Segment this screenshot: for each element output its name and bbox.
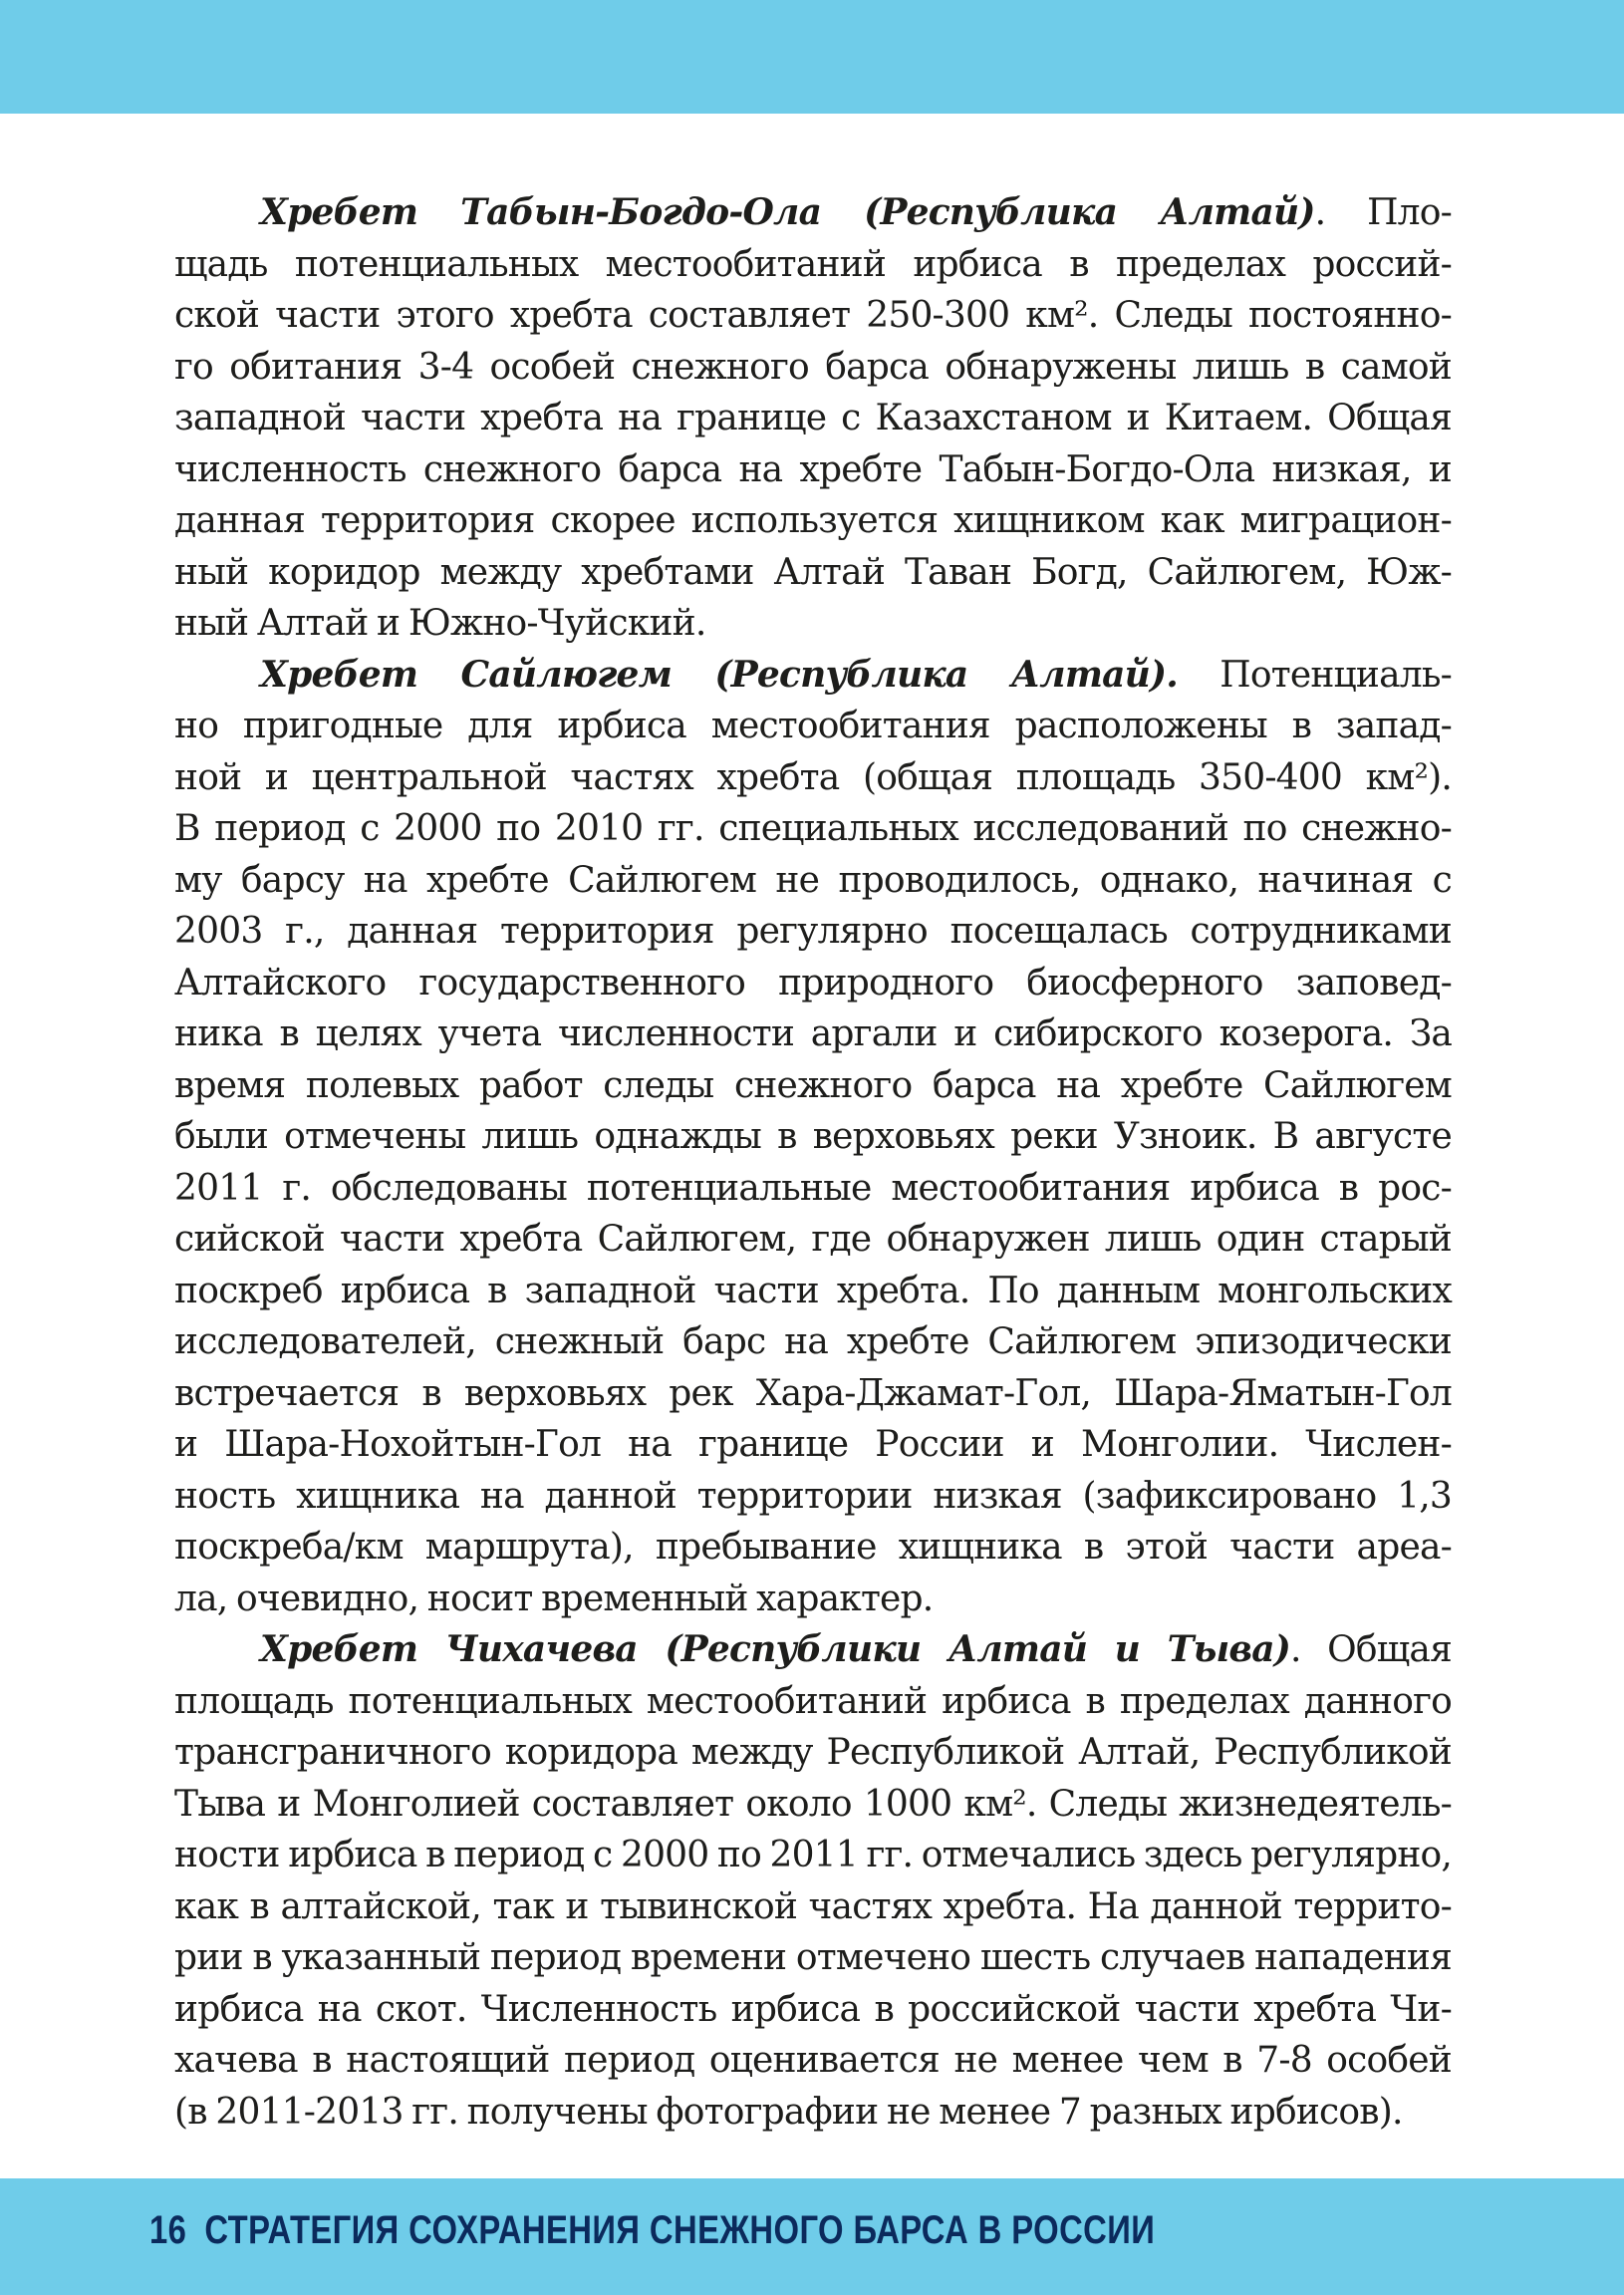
paragraph-heading: Хребет Табын-Богдо-Ола (Республика Алтай) xyxy=(260,191,1315,233)
header-band xyxy=(0,0,1624,114)
paragraph-tabyn-bogdo-ola: Хребет Табын-Богдо-Ола (Республика Алтай). Пло- щадь потенциальных местообитаний ирбиса в пределах россий- ской части этого хребта составляет 250-300 км². Следы постоянно- го обитания 3-4 особей снежного барса обнаружены лишь в самой западной части хребта на границе с Казахстаном и Китаем. Общая численность снежного барса на хребте Табын-Богдо-Ола низкая, и данная территория скорее используется хищником как миграцион- ный коридор между хребтами Алтай Таван Богд, Сайлюгем, Юж- ный Алтай и Южно-Чуйский. xyxy=(174,191,1452,644)
page-number: 16 xyxy=(149,2208,187,2252)
body-text xyxy=(174,187,1452,2138)
paragraph-chikhacheva: Хребет Чихачева (Республики Алтай и Тыва). Общая площадь потенциальных местообитаний ирбиса в пределах данного трансграничного коридора между Республикой Алтай, Республикой Тыва и Монголией составляет около 1000 км². Следы жизнедеятель- ности ирбиса в период с 2000 по 2011 гг. отмечались здесь регулярно, как в алтайской, так и тывинской частях хребта. На данной террито- рии в указанный период времени отмечено шесть случаев нападения ирбиса на скот. Численность ирбиса в российской части хребта Чи- хачева в настоящий период оценивается не менее чем в 7-8 особей (в 2011-2013 гг. получены фотографии не менее 7 разных ирбисов). xyxy=(174,1628,1453,2133)
footer xyxy=(149,2204,1155,2256)
paragraph-heading: Хребет Сайлюгем (Республика Алтай). xyxy=(260,653,1179,696)
paragraph-heading: Хребет Чихачева (Республики Алтай и Тыва) xyxy=(260,1628,1291,1670)
footer-title: СТРАТЕГИЯ СОХРАНЕНИЯ СНЕЖНОГО БАРСА В РОССИИ xyxy=(204,2208,1156,2252)
paragraph-sailyugem: Хребет Сайлюгем (Республика Алтай). Потенциаль- но пригодные для ирбиса местообитания расположены в запад- ной и центральной частях хребта (общая площадь 350-400 км²). В период с 2000 по 2010 гг. специальных исследований по снежно- му барсу на хребте Сайлюгем не проводилось, однако, начиная с 2003 г., данная территория регулярно посещалась сотрудниками Алтайского государственного природного биосферного заповед- ника в целях учета численности аргали и сибирского козерога. За время полевых работ следы снежного барса на хребте Сайлюгем были отмечены лишь однажды в верховьях реки Узноик. В августе 2011 г. обследованы потенциальные местообитания ирбиса в рос- сийской части хребта Сайлюгем, где обнаружен лишь один старый поскреб ирбиса в западной части хребта. По данным монгольских исследователей, снежный барс на хребте Сайлюгем эпизодически встречается в верховьях рек Хара-Джамат-Гол, Шара-Яматын-Гол и Шара-Нохойтын-Гол на границе России и Монголии. Числен- ность хищника на данной территории низкая (зафиксировано 1,3 поскреба/км маршрута), пребывание хищника в этой части ареа- ла, очевидно, носит временный характер. xyxy=(174,653,1452,1619)
